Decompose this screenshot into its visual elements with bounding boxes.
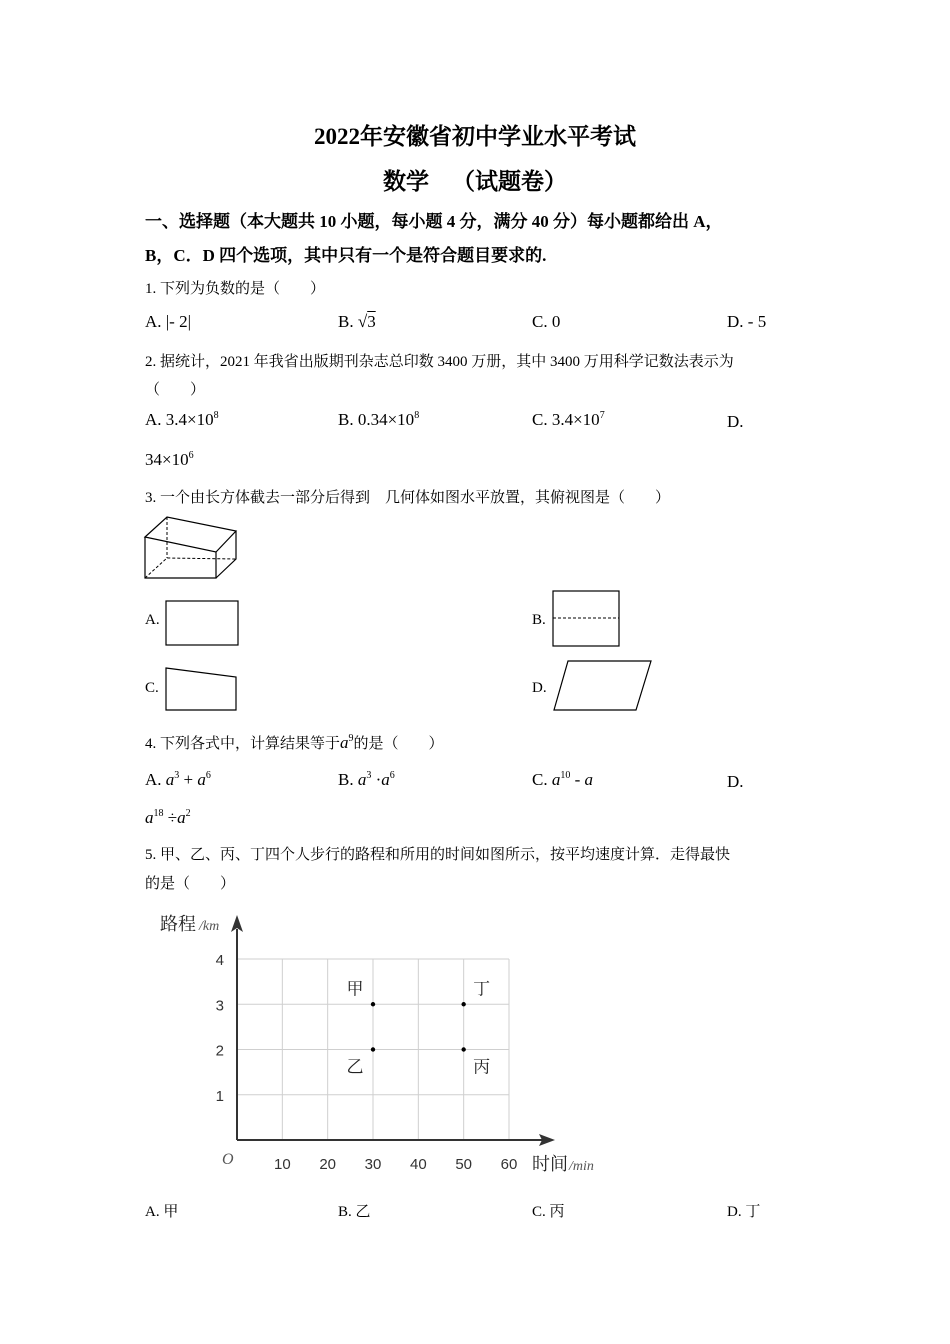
y-tick-label: 2 (215, 1042, 224, 1060)
q4-c-label: C. (532, 770, 548, 789)
q4-c-op: - (570, 770, 585, 789)
q3-stem: 3. 一个由长方体截去一部分后得到 几何体如图水平放置，其俯视图是（ ） (145, 490, 671, 506)
q4-d-exp2: 2 (185, 808, 191, 819)
chart-axes (231, 915, 555, 1146)
q4-a-label: A. (145, 770, 162, 789)
y-axis-unit: /km (199, 919, 220, 934)
q2-a-label: A. (145, 410, 162, 429)
q1-option-c: C. 0 (532, 312, 561, 331)
q5-stem: 5. 甲、乙、丙、丁四个人步行的路程和所用的时间如图所示，按平均速度计算．走得最快 (145, 847, 731, 863)
x-axis-label: 时间 (532, 1154, 568, 1175)
exam-title: 2022年安徽省初中学业水平考试 (314, 124, 636, 149)
q2-c-base: 3.4×10 (551, 410, 600, 429)
q4-b-exp1: 3 (366, 770, 372, 781)
q4-b-op: · (371, 770, 382, 789)
q5-stem-paren: 的是（ ） (145, 876, 236, 892)
q2-d-exp: 6 (188, 450, 194, 461)
q2-c-exp: 7 (599, 410, 605, 421)
q3-option-b-label: B. (532, 612, 546, 628)
q3-option-d-label: D. (532, 680, 547, 696)
origin-label: O (222, 1151, 234, 1168)
x-tick-label: 30 (364, 1156, 382, 1173)
q4-a-var1: a (165, 770, 175, 789)
y-axis-label: 路程 (160, 914, 196, 935)
q4-a-exp2: 6 (205, 770, 211, 781)
q1-option-d: D. - 5 (727, 312, 767, 331)
q4-stem-post: 的是（ ） (353, 736, 444, 752)
y-tick-label: 4 (215, 952, 224, 969)
q4-d-exp1: 18 (153, 808, 164, 819)
q1-option-a: A. |- 2| (145, 312, 191, 331)
q2-b-exp: 8 (414, 410, 420, 421)
q5-option-b: B. 乙 (338, 1204, 371, 1220)
q4-a-var2: a (197, 770, 206, 789)
y-tick-label: 3 (215, 997, 224, 1015)
x-tick-label: 10 (273, 1156, 291, 1173)
q2-b-label: B. (338, 410, 354, 429)
x-tick-label: 40 (409, 1156, 427, 1173)
q1-option-b-label: B. (338, 312, 354, 331)
q4-b-var2: a (381, 770, 390, 789)
q4-c-var2: a (584, 770, 594, 789)
q4-d-var1: a (145, 808, 154, 827)
data-point (371, 1047, 375, 1051)
q3-option-a-label: A. (145, 612, 160, 628)
q5-option-c: C. 丙 (532, 1204, 565, 1220)
q4-stem-var: a (340, 733, 349, 752)
q4-b-var1: a (357, 770, 367, 789)
sqrt-symbol: √ (357, 312, 368, 331)
q5-option-d: D. 丁 (727, 1204, 761, 1220)
q1-stem: 1. 下列为负数的是（ ） (145, 281, 326, 297)
data-point-label: 甲 (346, 979, 364, 1000)
q3-option-c-label: C. (145, 680, 159, 696)
q1-option-b-radicand: 3 (367, 312, 376, 331)
data-point (461, 1002, 465, 1006)
q4-option-d-label: D. (727, 772, 744, 791)
data-point-label: 丙 (473, 1057, 491, 1078)
x-tick-label: 60 (500, 1156, 518, 1173)
q2-a-exp: 8 (213, 410, 219, 421)
q4-c-exp1: 10 (560, 770, 571, 781)
q4-c-var1: a (551, 770, 561, 789)
data-point-label: 乙 (346, 1057, 364, 1078)
y-tick-label: 1 (215, 1087, 224, 1105)
section-instruction-line1: 一、选择题（本大题共 10 小题，每小题 4 分，满分 40 分）每小题都给出 A， (145, 212, 723, 231)
exam-subtitle: 数学 （试题卷） (383, 169, 567, 194)
q2-c-label: C. (532, 410, 548, 429)
q4-b-exp2: 6 (389, 770, 395, 781)
q4-a-op: + (179, 770, 198, 789)
q4-stem-exp: 9 (348, 733, 354, 744)
x-tick-label: 20 (319, 1156, 337, 1173)
q4-b-label: B. (338, 770, 354, 789)
q4-d-op: ÷ (163, 808, 178, 827)
q2-d-base: 34×10 (145, 450, 189, 469)
q2-option-d-label: D. (727, 412, 744, 431)
data-point-label: 丁 (473, 979, 491, 1000)
q4-d-var2: a (177, 808, 186, 827)
q2-b-base: 0.34×10 (357, 410, 415, 429)
q4-stem-pre: 4. 下列各式中，计算结果等于 (145, 736, 341, 752)
q2-a-base: 3.4×10 (165, 410, 214, 429)
x-axis-unit: /min (569, 1159, 594, 1174)
q2-stem-paren: （ ） (145, 382, 206, 398)
data-point (371, 1002, 375, 1006)
q2-stem: 2. 据统计，2021 年我省出版期刊杂志总印数 3400 万册，其中 3400 万用科学记数法表示为 (145, 354, 734, 370)
data-point (461, 1047, 465, 1051)
q4-a-exp1: 3 (174, 770, 180, 781)
section-instruction-line2: B，C．D 四个选项，其中只有一个是符合题目要求的. (145, 246, 547, 265)
x-tick-label: 50 (455, 1156, 473, 1173)
q5-option-a: A. 甲 (145, 1204, 179, 1220)
